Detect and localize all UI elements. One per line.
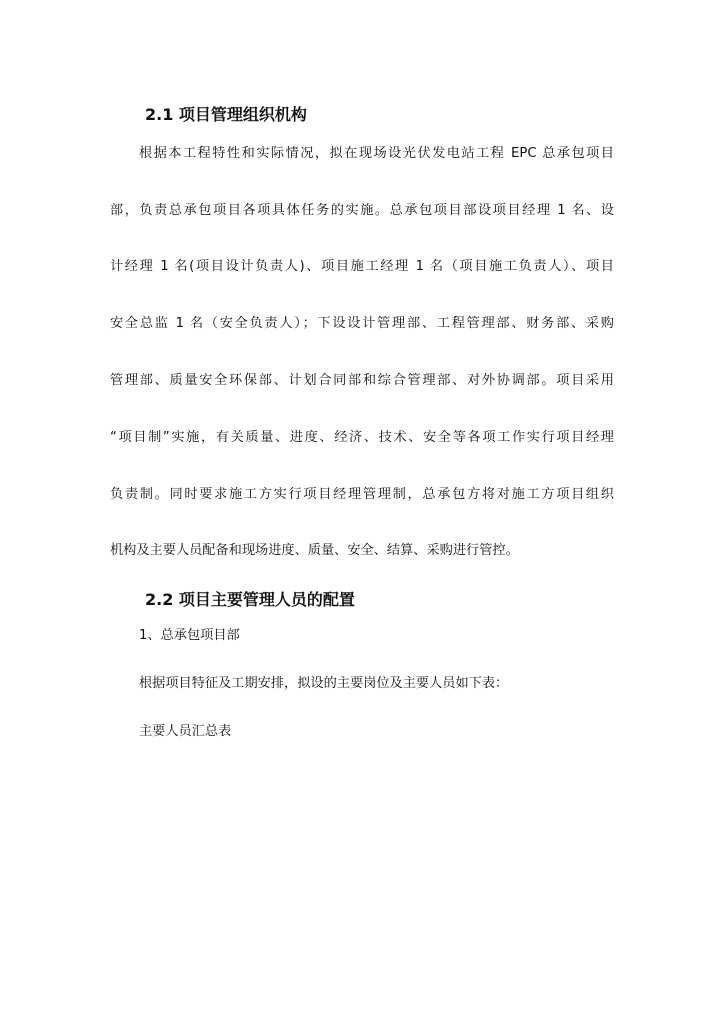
sub-item-general-contract-dept: 1、总承包项目部 bbox=[139, 628, 240, 643]
paragraph-line-1: 根据本工程特性和实际情况，拟在现场设光伏发电站工程 EPC 总承包项目 bbox=[139, 146, 614, 161]
paragraph-line-4: 安全总监 1 名（安全负责人）；下设设计管理部、工程管理部、财务部、采购 bbox=[110, 316, 614, 331]
paragraph-line-2: 部，负责总承包项目各项具体任务的实施。总承包项目部设项目经理 1 名、设 bbox=[110, 203, 614, 218]
paragraph-line-6: “项目制”实施，有关质量、进度、经济、技术、安全等各项工作实行项目经理 bbox=[110, 430, 614, 445]
paragraph-line-8: 机构及主要人员配备和现场进度、质量、安全、结算、采购进行管控。 bbox=[110, 543, 519, 558]
section-2-1-heading: 2.1 项目管理组织机构 bbox=[145, 105, 307, 124]
table-caption: 主要人员汇总表 bbox=[139, 724, 232, 739]
paragraph-line-3: 计经理 1 名(项目设计负责人)、项目施工经理 1 名（项目施工负责人）、项目 bbox=[110, 259, 614, 274]
staffing-paragraph: 根据项目特征及工期安排，拟设的主要岗位及主要人员如下表： bbox=[139, 676, 509, 691]
paragraph-line-5: 管理部、质量安全环保部、计划合同部和综合管理部、对外协调部。项目采用 bbox=[110, 373, 614, 388]
section-2-2-heading: 2.2 项目主要管理人员的配置 bbox=[145, 590, 355, 609]
paragraph-line-7: 负责制。同时要求施工方实行项目经理管理制，总承包方将对施工方项目组织 bbox=[110, 487, 614, 502]
